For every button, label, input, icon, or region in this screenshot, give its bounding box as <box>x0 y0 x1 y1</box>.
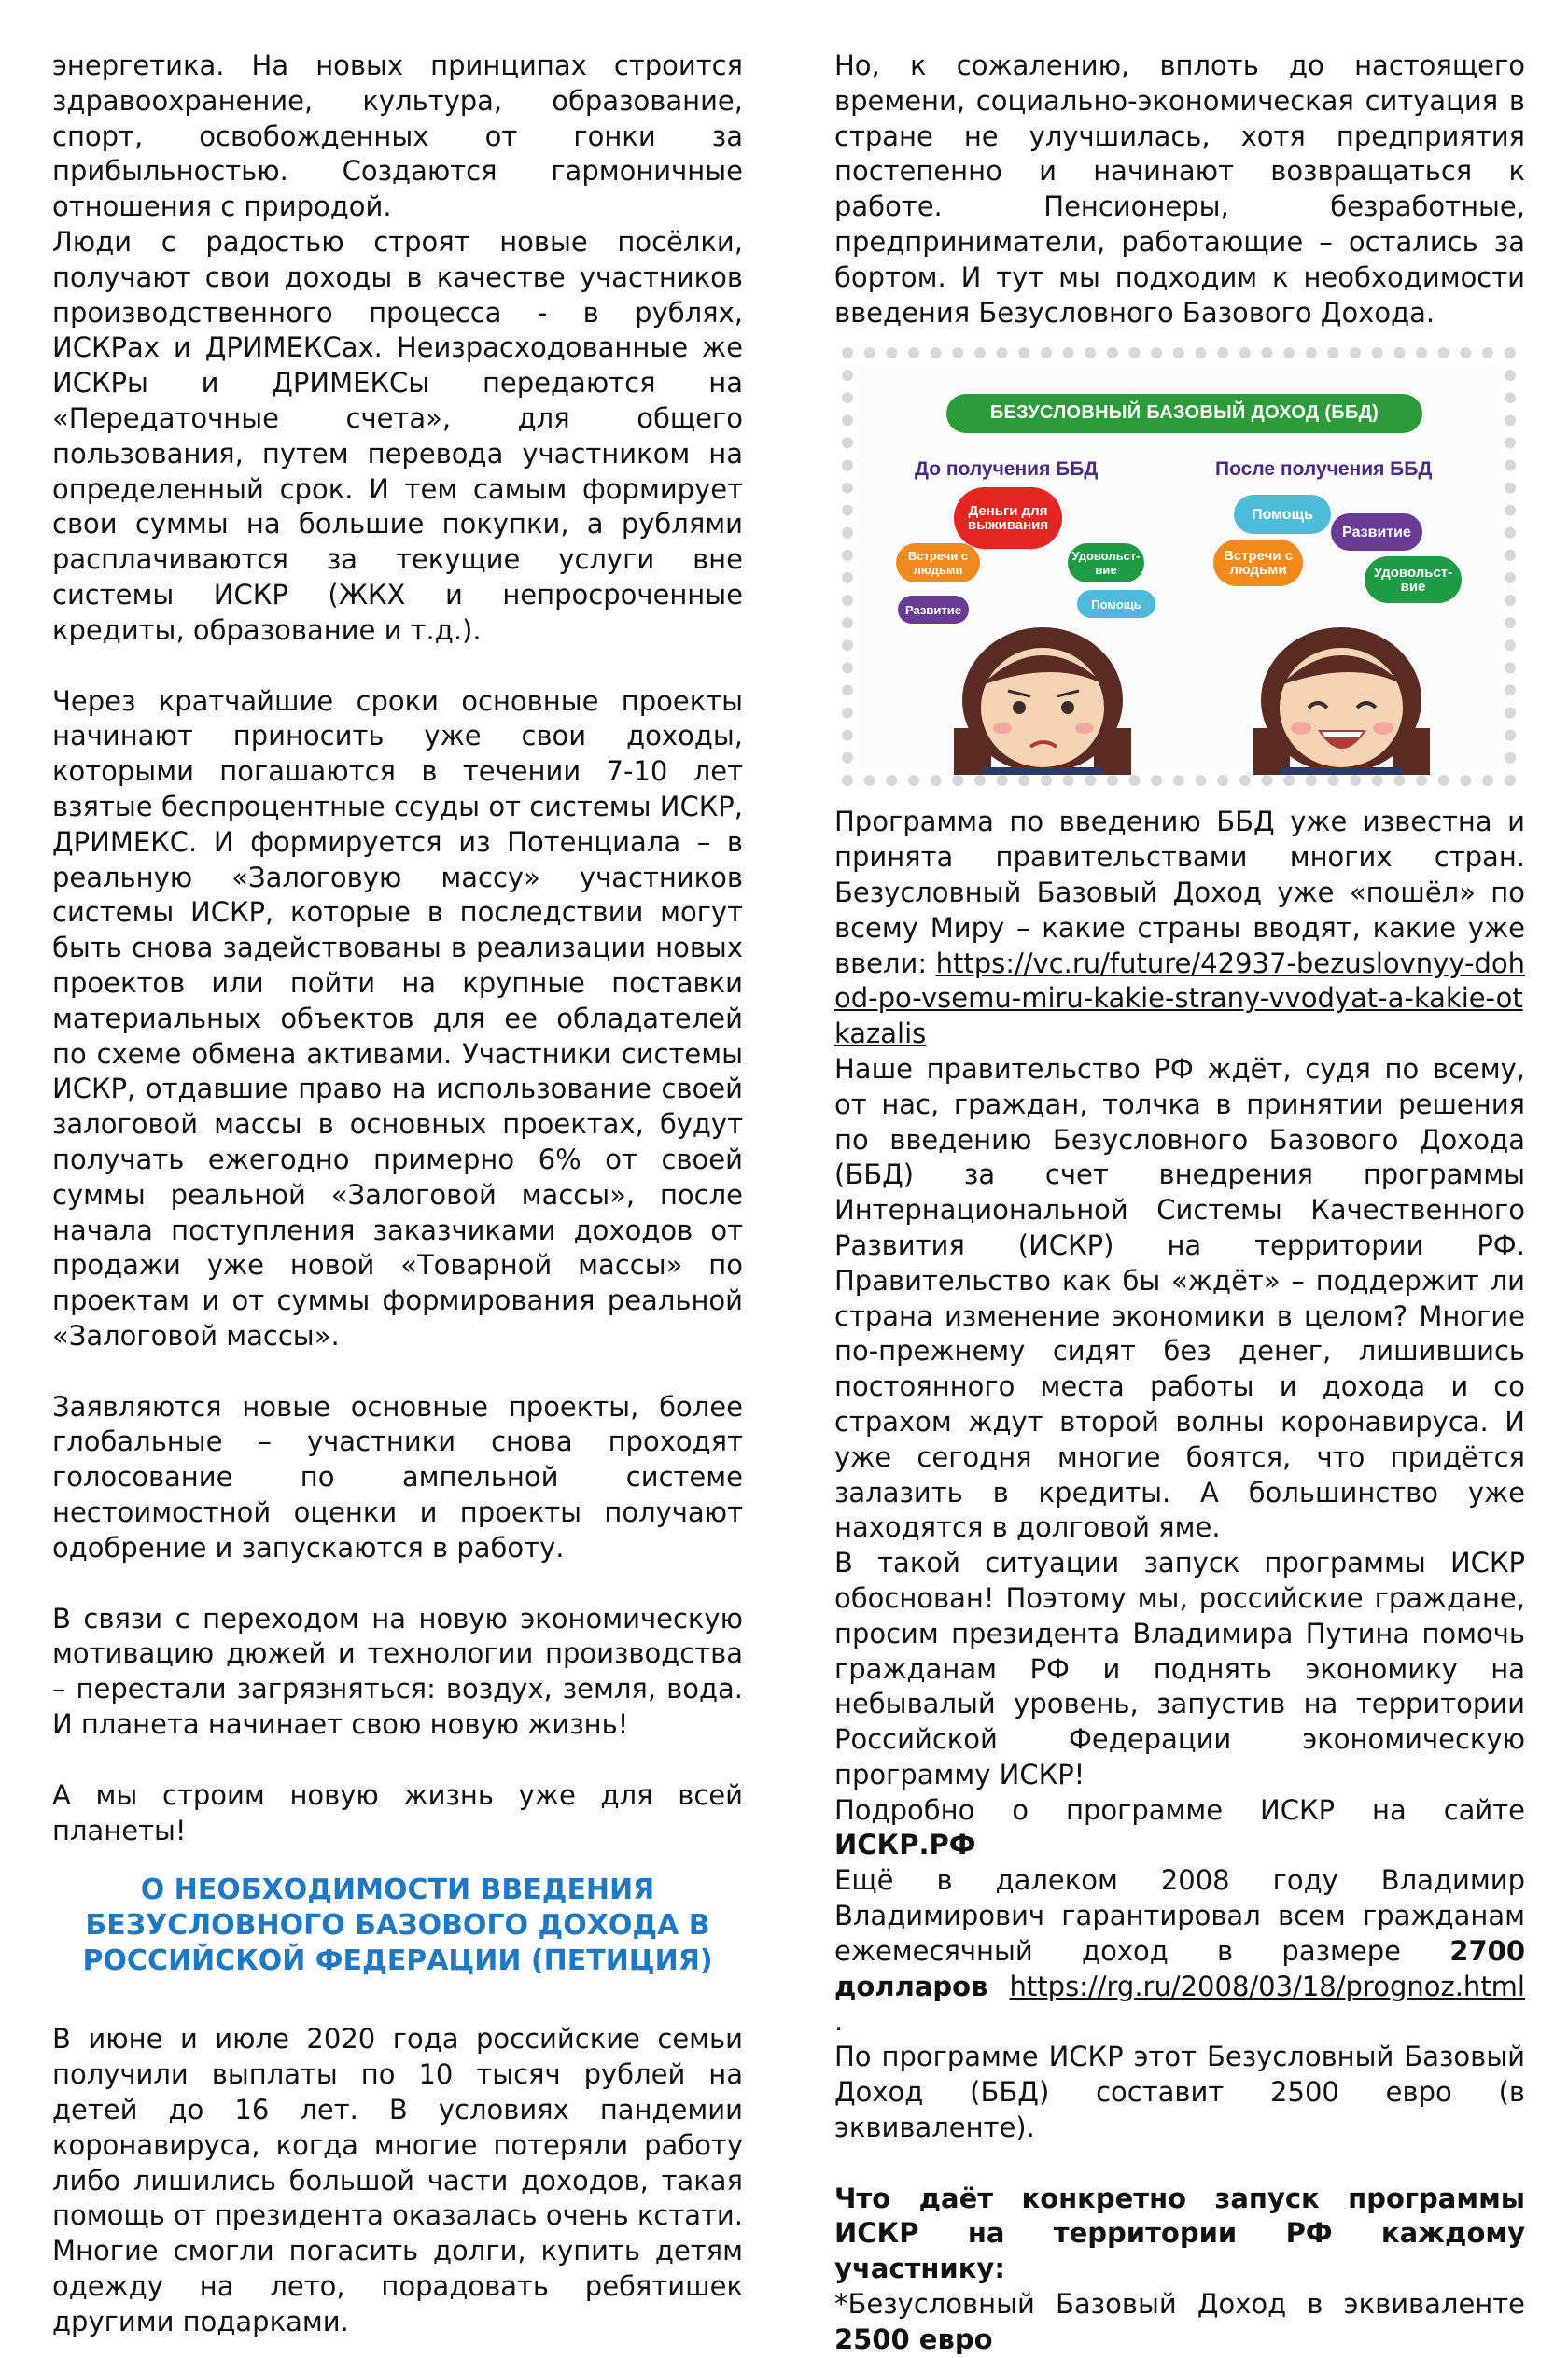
site-name: ИСКР.РФ <box>834 1829 976 1861</box>
bubble-develop: Развитие <box>898 596 969 624</box>
rg-ru-link[interactable]: https://rg.ru/2008/03/18/prognoz.html <box>1009 1970 1525 2002</box>
paragraph-text: Подробно о программе ИСКР на сайте <box>834 1793 1525 1826</box>
bubble-help: Помощь <box>1077 590 1155 618</box>
paragraph: Люди с радостью строят новые посёлки, получают свои доходы в качестве участников производственного процесса - в рублях, ИСКРах и ДРИМЕКСах. Неизрасходованные же ИСКРы и ДРИМЕКСы передаются на «Передаточные счета», для общего пользования, путем перевода участником на определенный срок. И тем самым формирует свои суммы на большие покупки, а рублями расплачиваются за текущие услуги вне системы ИСКР (ЖКХ и непросроченные кредиты, образование и т.д.). <box>52 225 743 646</box>
bubble-meet-after: Встречи с людьми <box>1213 540 1303 586</box>
bubble-satisfy-after: Удовольст-вие <box>1365 556 1462 603</box>
bbd-infographic <box>842 347 1516 786</box>
paragraph <box>834 1793 1525 1864</box>
paragraph-end: . <box>834 2005 844 2038</box>
paragraph: Но, к сожалению, вплоть до настоящего времени, социально-экономическая ситуация в стране не улучшилась, хотя предприятия постепенно и начинают возвращаться к работе. Пенсионеры, безработные, предприниматели, работающие – остались за бортом. И тут мы подходим к необходимости введения Безусловного Базового Дохода. <box>834 49 1525 329</box>
amount-2500: 2500 евро <box>834 2323 993 2355</box>
paragraph-text: *Безусловный Базовый Доход в эквиваленте <box>834 2288 1525 2321</box>
after-label: После получения ББД <box>1215 458 1433 481</box>
paragraph <box>834 2287 1525 2358</box>
paragraph: По программе ИСКР этот Безусловный Базовый Доход (ББД) составит 2500 евро (в эквиваленте). <box>834 2041 1525 2143</box>
paragraph <box>834 1863 1525 2040</box>
infographic-banner: БЕЗУСЛОВНЫЙ БАЗОВЫЙ ДОХОД (ББД) <box>946 394 1422 433</box>
paragraph: В июне и июле 2020 года российские семьи получили выплаты по 10 тысяч рублей на детей до 16 лет. В условиях пандемии коронавируса, когда многие потеряли работу либо лишились большой части доходов, такая помощь от президента оказалась очень кстати. Многие смогли погасить долги, купить детям одежду на лето, порадовать ребятишек другими подарками. <box>52 2023 743 2337</box>
paragraph: энергетика. На новых принципах строится здравоохранение, культура, образование, спорт, освобожденных от гонки за прибыльностью. Создаются гармоничные отношения с природой. <box>52 49 743 223</box>
paragraph-text: Ещё в далеком 2008 году Владимир Владимирович гарантировал всем гражданам ежемесячный доход в размере <box>834 1864 1525 1967</box>
happy-girl-illustration <box>1243 588 1439 775</box>
left-column <box>52 49 743 2340</box>
sad-girl-illustration <box>945 588 1141 775</box>
bold-heading <box>834 2182 1525 2287</box>
paragraph <box>834 805 1525 1052</box>
bubble-meet: Встречи с людьми <box>896 543 980 582</box>
paragraph: В связи с переходом на новую экономическую мотивацию дюжей и технологии производства – перестали загрязняться: воздух, земля, вода. И планета начинает свою новую жизнь! <box>52 1602 743 1741</box>
bubble-money: Деньги для выживания <box>954 487 1062 549</box>
vc-ru-link[interactable]: https://vc.ru/future/42937-bezuslovnyy-dohod-po-vsemu-miru-kakie-strany-vvodyat-a-kakie-otkazalis <box>834 947 1525 1050</box>
bubble-develop-after: Развитие <box>1331 513 1422 551</box>
before-label: До получения ББД <box>915 458 1099 481</box>
bold-heading-text: Что даёт конкретно запуск программы ИСКР на территории РФ каждому участнику: <box>834 2182 1525 2285</box>
petition-heading: О НЕОБХОДИМОСТИ ВВЕДЕНИЯ БЕЗУСЛОВНОГО БАЗОВОГО ДОХОДА В РОССИЙСКОЙ ФЕДЕРАЦИИ (ПЕТИЦИЯ) <box>82 1874 713 1978</box>
paragraph: Наше правительство РФ ждёт, судя по всему, от нас, граждан, толчка в принятии решения по введению Безусловного Базового Дохода (ББД) за счет внедрения программы Интернациональной Системы Качественного Развития (ИСКР) на территории РФ. Правительство как бы «ждёт» – поддержит ли страна изменение экономики в целом? Многие по-прежнему сидят без денег, лишившись постоянного места работы и дохода и со страхом ждут второй волны коронавируса. И уже сегодня многие боятся, что придётся залазить в кредиты. А большинство уже находятся в долговой яме. <box>834 1052 1525 1544</box>
bubble-help-after: Помощь <box>1234 495 1331 534</box>
paragraph-text: Программа по введению ББД уже известна и принята правительствами многих стран. Безусловный Базовый Доход уже «пошёл» по всему Миру – какие страны вводят, какие уже ввели: <box>834 806 1525 979</box>
paragraph: В такой ситуации запуск программы ИСКР обоснован! Поэтому мы, российские граждане, просим президента Владимира Путина помочь гражданам РФ и поднять экономику на небывалый уровень, запустив на территории Российской Федерации экономическую программу ИСКР! <box>834 1547 1525 1790</box>
paragraph: Через кратчайшие сроки основные проекты начинают приносить уже свои доходы, которыми погашаются в течении 7-10 лет взятые беспроцентные ссуды от системы ИСКР, ДРИМЕКС. И формируется из Потенциала – в реальную «Залоговую массу» участников системы ИСКР, которые в последствии могут быть снова задействованы в реализации новых проектов или пойти на крупные поставки материальных объектов для ее обладателей по схеме обмена активами. Участники системы ИСКР, отдавшие право на использование своей залоговой массы в основных проектах, будут получать ежегодно примерно 6% от своей суммы реальной «Залоговой массы», после начала поступления заказчиками доходов от продажи уже новой «Товарной массы» по проектам и от суммы формирования реальной «Залоговой массы». <box>52 684 743 1352</box>
paragraph: Заявляются новые основные проекты, более глобальные – участники снова проходят голосование по ампельной системе нестоимостной оценки и проекты получают одобрение и запускаются в работу. <box>52 1390 743 1564</box>
right-column <box>834 49 1525 2358</box>
amount-2700: 2700 долларов <box>834 1934 1525 2002</box>
bubble-satisfy: Удовольст-вие <box>1068 543 1144 582</box>
paragraph: А мы строим новую жизнь уже для всей планеты! <box>52 1778 743 1846</box>
